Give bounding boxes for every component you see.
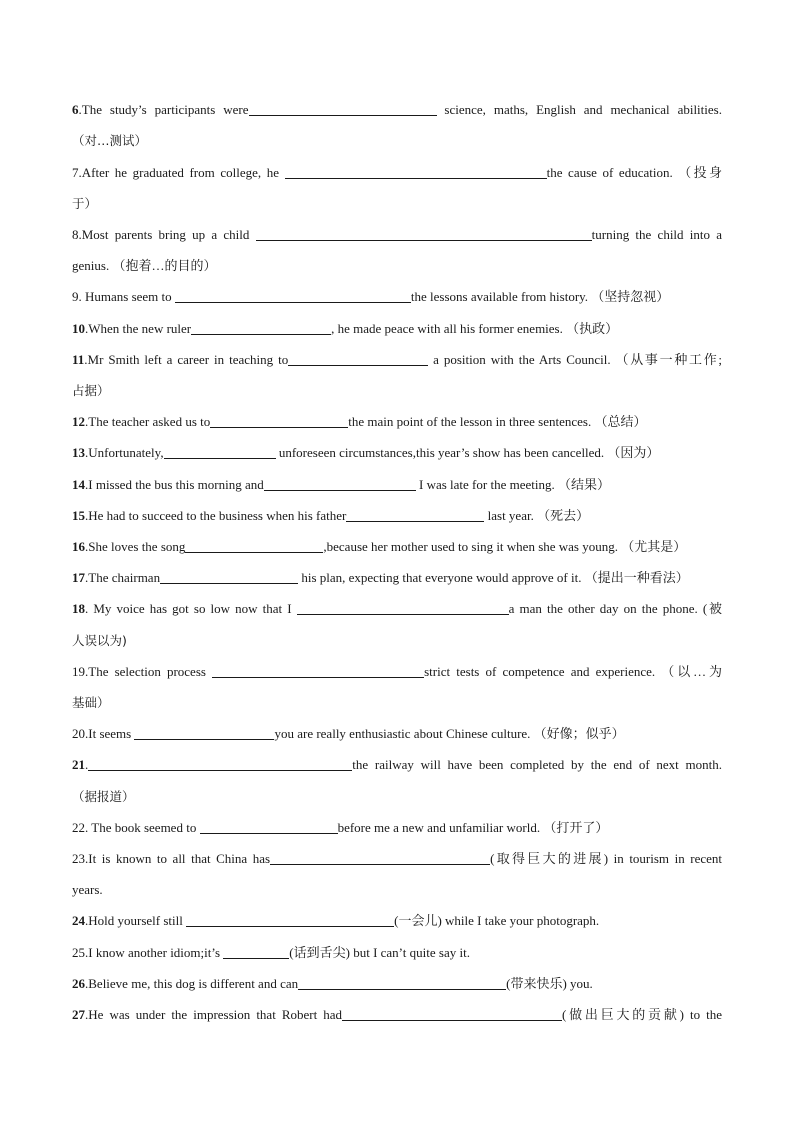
question-number: 8 (72, 227, 79, 242)
answer-blank[interactable] (297, 601, 509, 615)
question-15: 15.He had to succeed to the business when his father last year. （死去） (72, 508, 590, 523)
question-number: 20 (72, 726, 85, 741)
question-23: 23.It is known to all that China has (取得巨大的进展) in tourism in recent (72, 851, 723, 866)
question-number: 6 (72, 102, 79, 117)
question-24: 24.Hold yourself still (一会儿) while I take your photograph. (72, 913, 600, 928)
question-19-cont: 基础） (72, 695, 110, 710)
answer-blank[interactable] (185, 539, 323, 553)
question-6: 6.The study’s participants were science, maths, English and mechanical abilities. (72, 102, 722, 117)
question-21: 21. the railway will have been completed by the end of next month. (72, 757, 722, 772)
answer-blank[interactable] (298, 976, 506, 990)
question-6-hint: （对…测试） (72, 133, 148, 148)
question-number: 15 (72, 508, 85, 523)
question-number: 13 (72, 445, 85, 460)
question-8: 8.Most parents bring up a child turning the child into a (72, 227, 722, 242)
question-18: 18. My voice has got so low now that I a man the other day on the phone. (被 (72, 601, 723, 616)
question-number: 9 (72, 289, 79, 304)
answer-blank[interactable] (200, 820, 338, 834)
answer-blank[interactable] (249, 102, 437, 116)
question-26: 26.Believe me, this dog is different and can (带来快乐) you. (72, 976, 593, 991)
question-7: 7.After he graduated from college, he the cause of education. （投身 (72, 165, 722, 180)
question-11-cont: 占据） (72, 383, 110, 398)
question-11: 11.Mr Smith left a career in teaching to a position with the Arts Council. （从事一种工作; (72, 352, 723, 367)
answer-blank[interactable] (160, 570, 298, 584)
question-20: 20.It seems you are really enthusiastic about Chinese culture. （好像；似乎） (72, 726, 625, 741)
question-number: 21 (72, 757, 85, 772)
answer-blank[interactable] (264, 477, 416, 491)
question-18-cont: 人误以为) (72, 633, 127, 648)
question-19: 19.The selection process strict tests of competence and experience. （以…为 (72, 664, 723, 679)
question-8-cont: genius. （抱着…的目的） (72, 258, 217, 273)
question-17: 17.The chairman his plan, expecting that everyone would approve of it. （提出一种看法） (72, 570, 689, 585)
question-9: 9. Humans seem to the lessons available from history. （坚持忽视） (72, 289, 670, 304)
question-22: 22. The book seemed to before me a new and unfamiliar world. （打开了） (72, 820, 609, 835)
question-14: 14.I missed the bus this morning and I was late for the meeting. （结果） (72, 477, 610, 492)
question-number: 16 (72, 539, 85, 554)
question-number: 12 (72, 414, 85, 429)
question-13: 13.Unfortunately, unforeseen circumstances,this year’s show has been cancelled. （因为） (72, 445, 660, 460)
question-27: 27.He was under the impression that Robert had (做出巨大的贡献) to the (72, 1007, 722, 1022)
answer-blank[interactable] (186, 913, 394, 927)
answer-blank[interactable] (270, 851, 490, 865)
question-16: 16.She loves the song ,because her mother used to sing it when she was young. （尤其是） (72, 539, 687, 554)
question-number: 17 (72, 570, 85, 585)
answer-blank[interactable] (285, 165, 547, 179)
question-12: 12.The teacher asked us to the main point of the lesson in three sentences. （总结） (72, 414, 647, 429)
answer-blank[interactable] (134, 726, 274, 740)
question-number: 11 (72, 352, 85, 367)
question-number: 10 (72, 321, 85, 336)
question-number: 22 (72, 820, 85, 835)
answer-blank[interactable] (175, 289, 411, 303)
question-number: 27 (72, 1007, 85, 1022)
answer-blank[interactable] (164, 445, 276, 459)
question-number: 24 (72, 913, 85, 928)
question-number: 26 (72, 976, 85, 991)
question-7-cont: 于） (72, 196, 98, 211)
question-number: 18 (72, 601, 85, 616)
answer-blank[interactable] (256, 227, 592, 241)
question-number: 14 (72, 477, 85, 492)
question-23-cont: years. (72, 882, 103, 897)
answer-blank[interactable] (342, 1007, 562, 1021)
answer-blank[interactable] (191, 321, 331, 335)
question-number: 25 (72, 945, 85, 960)
question-10: 10.When the new ruler , he made peace with all his former enemies. （执政） (72, 321, 619, 336)
question-25: 25.I know another idiom;it’s (话到舌尖) but I can’t quite say it. (72, 945, 470, 960)
answer-blank[interactable] (346, 508, 484, 522)
question-number: 19 (72, 664, 85, 679)
answer-blank[interactable] (88, 757, 352, 771)
answer-blank[interactable] (210, 414, 348, 428)
question-number: 23 (72, 851, 85, 866)
question-number: 7 (72, 165, 79, 180)
answer-blank[interactable] (212, 664, 424, 678)
answer-blank[interactable] (288, 352, 428, 366)
answer-blank[interactable] (223, 945, 289, 959)
question-21-cont: （据报道） (72, 789, 135, 804)
